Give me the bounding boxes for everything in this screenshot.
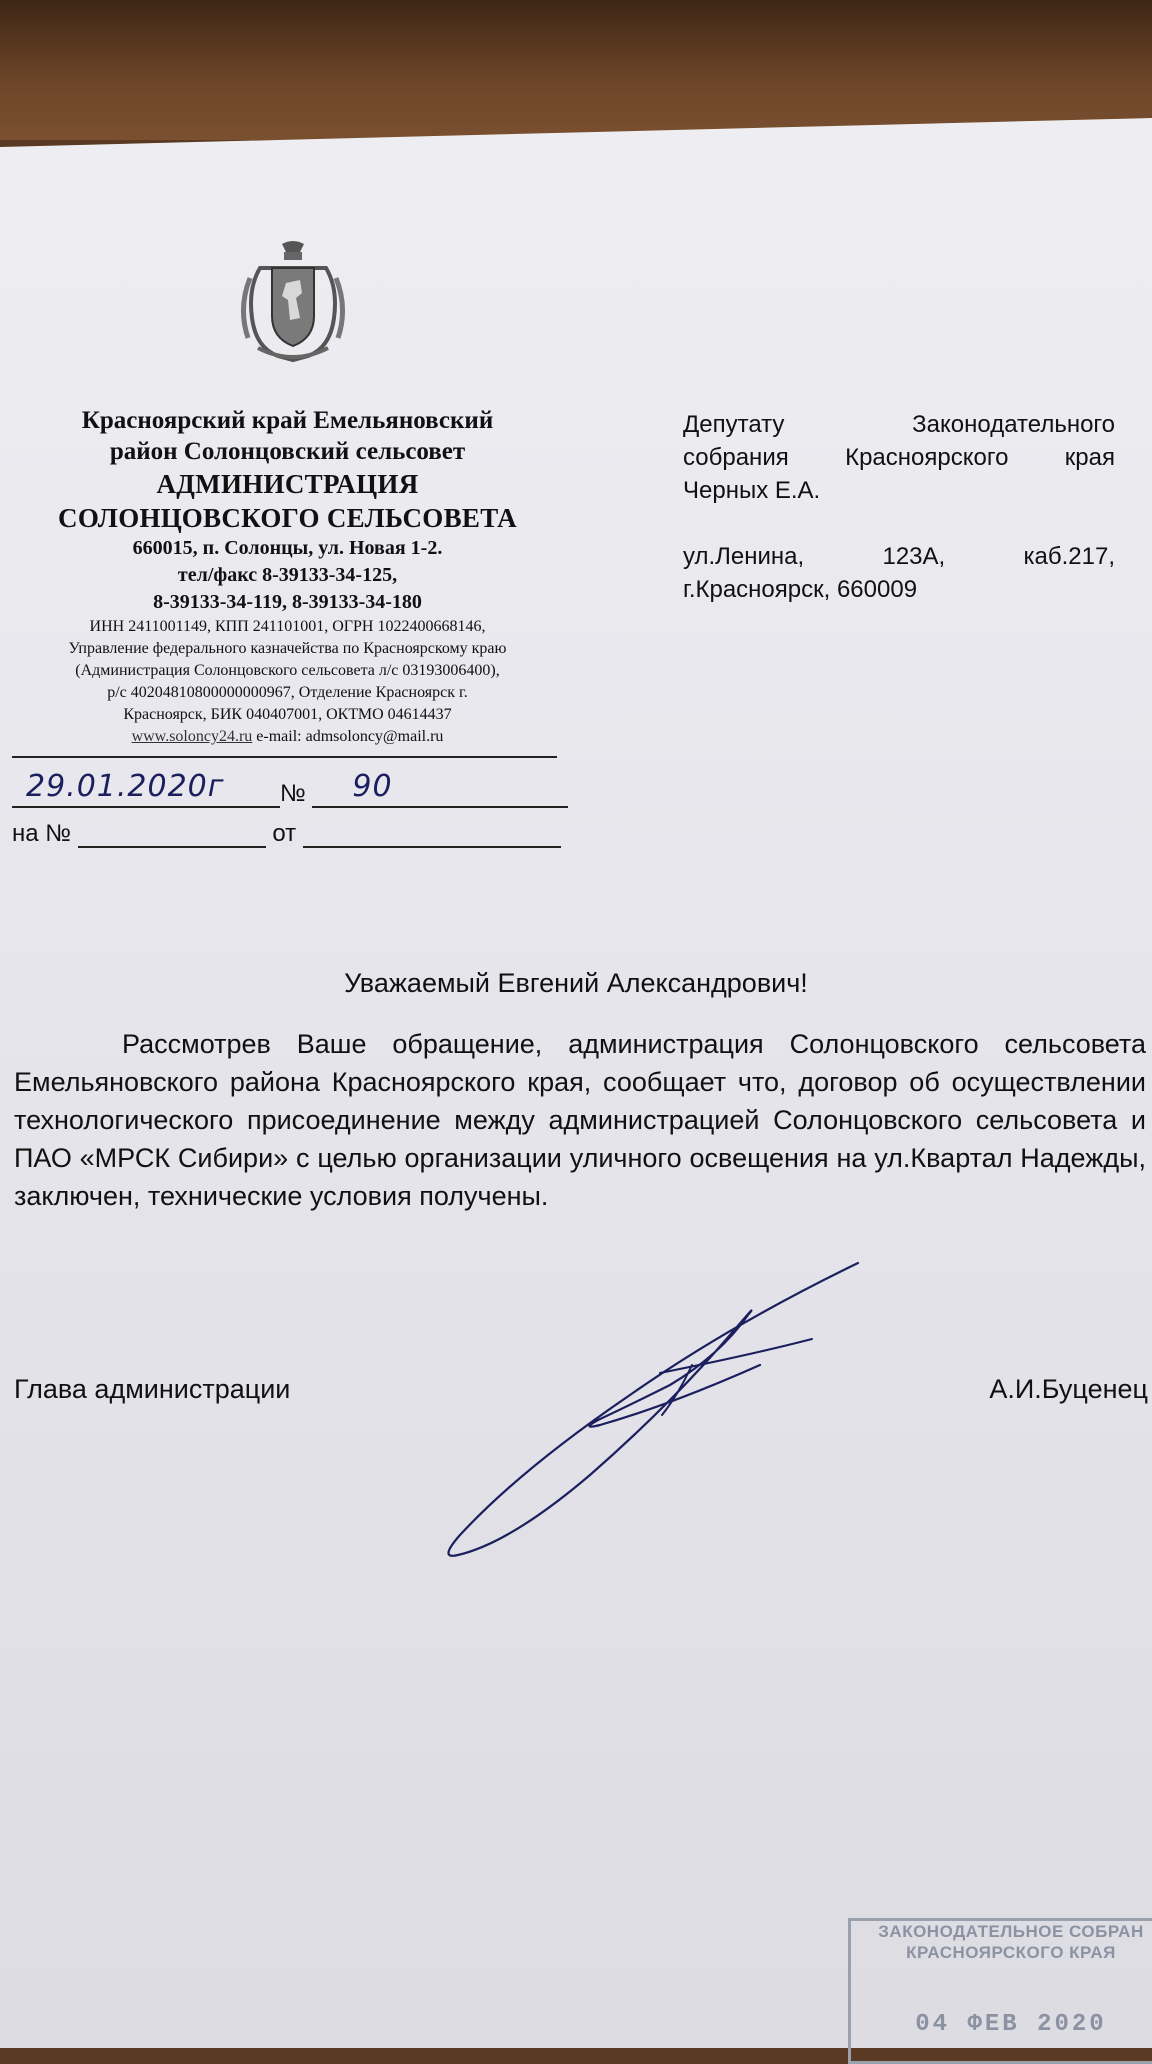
reply-number-field: [78, 818, 266, 848]
reply-date-field: [303, 818, 561, 848]
registration-block: [12, 769, 582, 858]
outgoing-date-field: [12, 769, 280, 808]
letter-body: Рассмотрев Ваше обращение, администрация Солонцовского сельсовета Емельяновского района Красноярского края, сообщает что, договор об осуществлении технологического присоединение между администрацией Солонцовского сельсовета и ПАО «МРСК Сибири» с целью организации уличного освещения на ул.Квартал Надежды, заключен, технические условия получены.: [14, 1029, 1146, 1211]
handwritten-date: 29.01.2020г: [26, 769, 225, 804]
letterhead-org: СОЛОНЦОВСКОГО СЕЛЬСОВЕТА: [58, 503, 517, 533]
outgoing-row: [12, 769, 582, 818]
recipient-line: собрания Красноярского края: [683, 444, 1115, 471]
recipient-address: г.Красноярск, 660009: [683, 576, 918, 603]
letterhead-contacts: [0, 726, 575, 748]
letterhead-address: 660015, п. Солонцы, ул. Новая 1-2.: [132, 537, 443, 559]
letterhead-divider: [12, 756, 557, 758]
recipient-address: ул.Ленина, 123А, каб.217,: [683, 543, 1115, 570]
stamp-line: ЗАКОНОДАТЕЛЬНОЕ СОБРАН: [878, 1922, 1144, 1941]
reply-label: на №: [12, 820, 72, 847]
recipient-block: [683, 408, 1115, 606]
letterhead-requisites: (Администрация Солонцовского сельсовета л/с 03193006400),: [75, 662, 500, 679]
outgoing-number-field: [312, 769, 568, 808]
letterhead-line: Красноярский край Емельяновский: [81, 407, 494, 434]
received-stamp: [848, 1918, 1152, 2064]
reply-row: [12, 818, 582, 858]
recipient-line: Черных Е.А.: [683, 477, 821, 504]
website-link[interactable]: www.soloncy24.ru: [131, 728, 253, 745]
number-sign: №: [280, 780, 306, 807]
letterhead-requisites: ИНН 2411001149, КПП 241101001, ОГРН 1022400668146,: [89, 618, 486, 635]
letterhead-requisites: р/с 40204810800000000967, Отделение Красноярск г.: [107, 684, 468, 701]
letter-greeting: Уважаемый Евгений Александрович!: [344, 968, 808, 998]
letterhead-requisites: Управление федерального казначейства по Красноярскому краю: [68, 640, 507, 657]
handwritten-number: 90: [352, 769, 393, 804]
handwritten-signature: [430, 1255, 870, 1575]
email-text: e-mail: admsoloncy@mail.ru: [256, 728, 444, 745]
from-label: от: [272, 820, 297, 847]
letterhead-phone: 8-39133-34-119, 8-39133-34-180: [153, 591, 422, 613]
signatory-role: Глава администрации: [14, 1374, 291, 1404]
signatory-name: А.И.Буценец: [989, 1374, 1148, 1404]
coat-of-arms-icon: [238, 238, 348, 363]
letterhead-line: район Солонцовский сельсовет: [109, 438, 466, 465]
stamp-date: 04 ФЕВ 2020: [915, 2011, 1107, 2038]
letterhead-phone: тел/факс 8-39133-34-125,: [177, 564, 398, 586]
recipient-line: Депутату Законодательного: [683, 411, 1115, 438]
letterhead-requisites: Красноярск, БИК 040407001, ОКТМО 04614437: [123, 706, 452, 723]
stamp-line: КРАСНОЯРСКОГО КРАЯ: [906, 1943, 1116, 1962]
letterhead-org: АДМИНИСТРАЦИЯ: [156, 469, 419, 499]
desk-background: [0, 0, 1152, 140]
letterhead: [0, 405, 575, 748]
